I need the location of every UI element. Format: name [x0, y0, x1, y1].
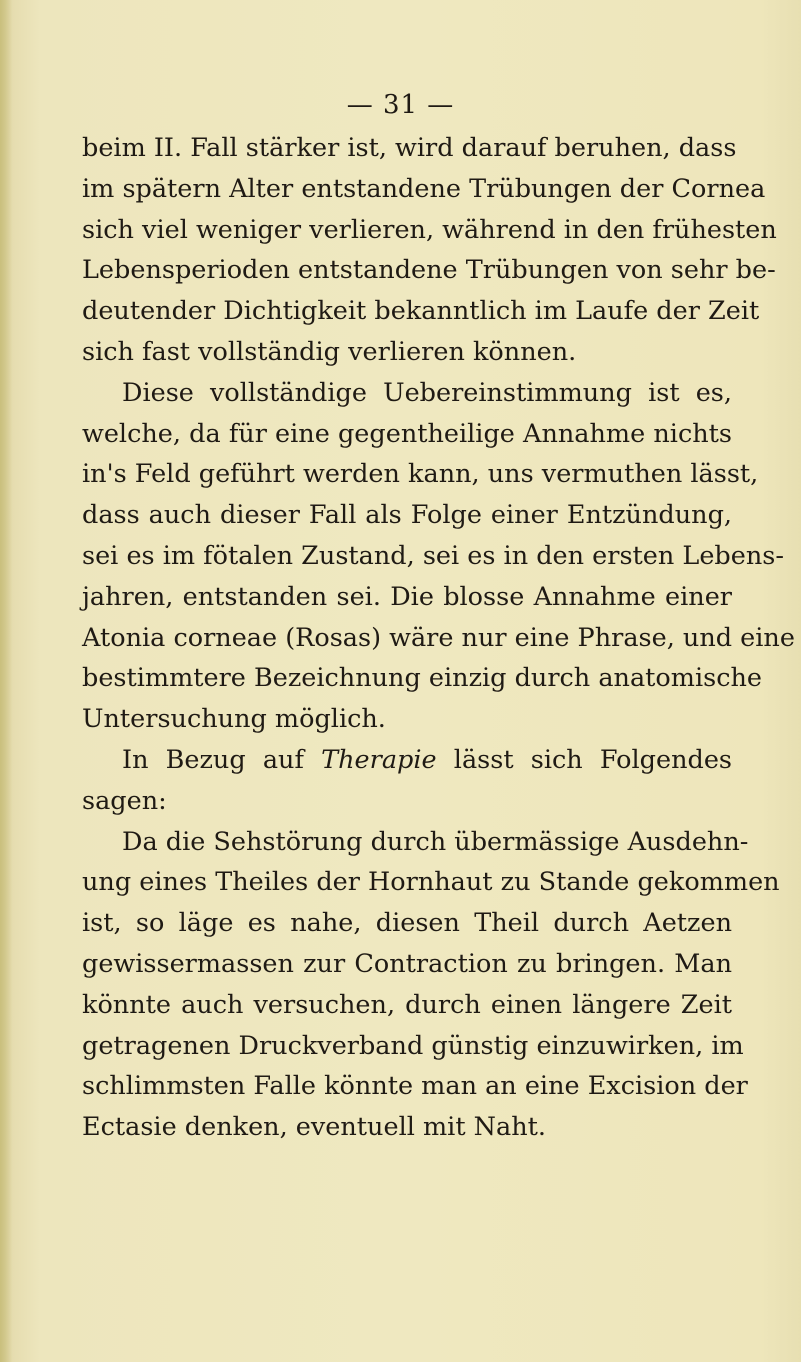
- body-text: [82, 128, 795, 1148]
- text-line: Diese vollständige Uebereinstimmung ist es,: [122, 377, 732, 408]
- text-line: könnte auch versuchen, durch einen längere Zeit: [82, 989, 732, 1020]
- text-line: sich viel weniger verlieren, während in den frühesten: [82, 214, 777, 245]
- text-line: gewissermassen zur Contraction zu bringen. Man: [82, 948, 732, 979]
- text-line: Atonia corneae (Rosas) wäre nur eine Phrase, und eine: [82, 622, 795, 653]
- text-line: welche, da für eine gegentheilige Annahme nichts: [82, 418, 732, 449]
- text-line: Untersuchung möglich.: [82, 704, 386, 735]
- text-line: schlimmsten Falle könnte man an eine Excision der: [82, 1071, 748, 1102]
- therapy-line-after: lässt sich Folgendes: [436, 744, 733, 775]
- text-line: deutender Dichtigkeit bekanntlich im Laufe der Zeit: [82, 296, 760, 327]
- text-line-therapy: [82, 740, 732, 781]
- text-line: sagen:: [82, 785, 167, 816]
- text-line: im spätern Alter entstandene Trübungen der Cornea: [82, 173, 766, 204]
- text-line: beim II. Fall stärker ist, wird darauf beruhen, dass: [82, 133, 737, 163]
- text-line: ung eines Theiles der Hornhaut zu Stande gekommen: [82, 867, 780, 898]
- text-line: sich fast vollständig verlieren können.: [82, 336, 577, 367]
- page-number: — 31 —: [346, 90, 455, 120]
- text-line: Ectasie denken, eventuell mit Naht.: [82, 1112, 546, 1143]
- text-line: Da die Sehstörung durch übermässige Ausdehn-: [122, 826, 749, 857]
- text-line: bestimmtere Bezeichnung einzig durch anatomische: [82, 663, 762, 694]
- therapy-emphasis: Therapie: [321, 744, 437, 775]
- text-line: Lebensperioden entstandene Trübungen von sehr be-: [82, 255, 776, 286]
- text-line: in's Feld geführt werden kann, uns vermuthen lässt,: [82, 459, 759, 490]
- text-line: dass auch dieser Fall als Folge einer Entzündung,: [82, 500, 732, 531]
- page-binding-edge: [0, 0, 12, 1362]
- text-line: sei es im fötalen Zustand, sei es in den ersten Lebens-: [82, 540, 784, 571]
- text-line: jahren, entstanden sei. Die blosse Annahme einer: [82, 581, 732, 612]
- text-line: ist, so läge es nahe, diesen Theil durch Aetzen: [82, 908, 732, 939]
- text-line: getragenen Druckverband günstig einzuwirken, im: [82, 1030, 744, 1061]
- therapy-line-before: In Bezug auf: [122, 744, 322, 775]
